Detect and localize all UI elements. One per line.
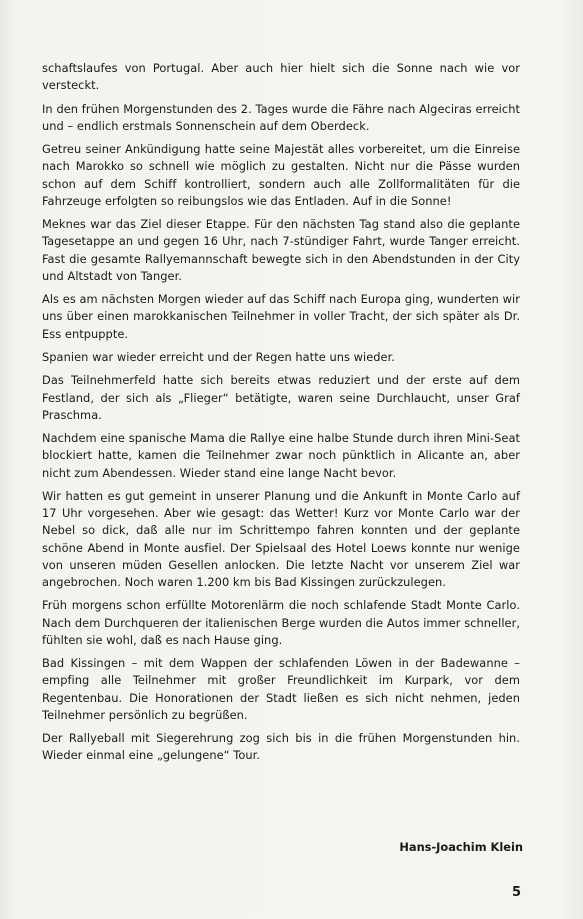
paragraph: schaftslaufes von Portugal. Aber auch hier hielt sich die Sonne nach wie vor versteckt. xyxy=(42,61,520,93)
paragraph: Wir hatten es gut gemeint in unserer Planung und die Ankunft in Monte Carlo auf 17 Uhr vorgesehen. Aber wie gesagt: das Wetter! Kurz vor Monte Carlo war der Nebel so dick, daß alle nur im Schrittempo fahren konnten und der geplante schöne Abend in Monte ausfiel. Der Spielsaal des Hotel Loews konnte nur wenige von unseren müden Gesellen anlocken. Die letzte Nacht vor unserem Ziel war angebrochen. Noch waren 1.200 km bis Bad Kissingen zurückzulegen. xyxy=(42,488,520,589)
author-signature: Hans-Joachim Klein xyxy=(399,840,523,854)
paragraph: Das Teilnehmerfeld hatte sich bereits etwas reduziert und der erste auf dem Festland, der sich als „Flieger“ betätigte, waren seine Durchlaucht, unser Graf Praschma. xyxy=(42,373,520,422)
paragraph: In den frühen Morgenstunden des 2. Tages wurde die Fähre nach Algeciras erreicht und – endlich erstmals Sonnenschein auf dem Oberdeck. xyxy=(42,101,520,133)
article-body xyxy=(42,60,520,771)
paragraph: Als es am nächsten Morgen wieder auf das Schiff nach Europa ging, wunderten wir uns über einen marokkanischen Teilnehmer in voller Tracht, der sich später als Dr. Ess entpuppte. xyxy=(42,292,520,341)
paragraph: Meknes war das Ziel dieser Etappe. Für den nächsten Tag stand also die geplante Tagesetappe an und gegen 16 Uhr, nach 7-stündiger Fahrt, wurde Tanger erreicht. Fast die gesamte Rallyemannschaft bewegte sich in den Abendstunden in der City und Altstadt von Tanger. xyxy=(42,217,520,283)
paragraph: Früh morgens schon erfüllte Motorenlärm die noch schlafende Stadt Monte Carlo. Nach dem Durchqueren der italienischen Berge wurden die Autos immer schneller, fühlten sie wohl, daß es nach Hause ging. xyxy=(42,598,520,647)
paragraph: Nachdem eine spanische Mama die Rallye eine halbe Stunde durch ihren Mini-Seat blockiert hatte, kamen die Teilnehmer zwar noch pünktlich in Alicante an, aber nicht zum Abendessen. Wieder stand eine lange Nacht bevor. xyxy=(42,431,520,480)
paragraph: Bad Kissingen – mit dem Wappen der schlafenden Löwen in der Badewanne – empfing alle Teilnehmer mit großer Freundlichkeit im Kurpark, vor dem Regentenbau. Die Honorationen der Stadt ließen es sich nicht nehmen, jeden Teilnehmer persönlich zu begrüßen. xyxy=(42,656,520,722)
paragraph: Der Rallyeball mit Siegerehrung zog sich bis in die frühen Morgenstunden hin. Wieder einmal eine „gelungene“ Tour. xyxy=(42,731,520,763)
page-number: 5 xyxy=(511,885,521,900)
paragraph: Getreu seiner Ankündigung hatte seine Majestät alles vorbereitet, um die Einreise nach Marokko so schnell wie möglich zu gestalten. Nicht nur die Pässe wurden schon auf dem Schiff kontrolliert, sondern auch alle Zollformalitäten für die Fahrzeuge erfolgten so reibungslos wie das Entladen. Auf in die Sonne! xyxy=(42,142,520,208)
paragraph: Spanien war wieder erreicht und der Regen hatte uns wieder. xyxy=(42,349,395,364)
